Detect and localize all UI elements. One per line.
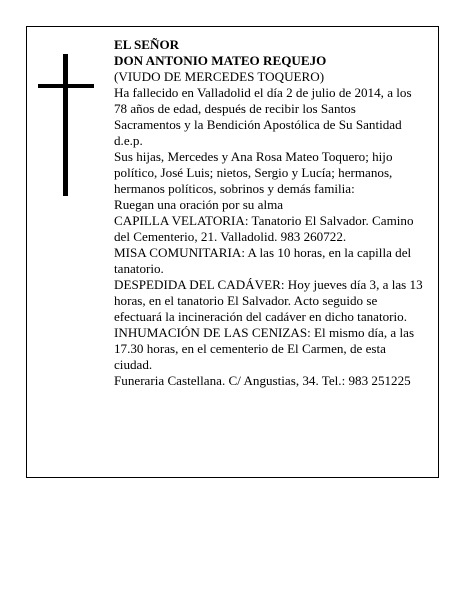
death-announcement: Ha fallecido en Valladolid el día 2 de julio de 2014, a los 78 años de edad, después de recibir los Santos Sacramentos y la Bendición Apostólica de Su Santidad <box>114 85 412 132</box>
chapel-info: CAPILLA VELATORIA: Tanatorio El Salvador. Camino del Cementerio, 21. Valladolid. 983 260722. <box>114 213 414 244</box>
obituary-title: EL SEÑOR <box>114 37 180 52</box>
cross-icon-bar <box>38 84 94 88</box>
obituary-text <box>114 37 424 389</box>
mass-info: MISA COMUNITARIA: A las 10 horas, en la capilla del tanatorio. <box>114 245 412 276</box>
farewell-info: DESPEDIDA DEL CADÁVER: Hoy jueves día 3, a las 13 horas, en el tanatorio El Salvador. Acto seguido se efectuará la incineración del cadáver en dicho tanatorio. <box>114 277 423 324</box>
burial-info: INHUMACIÓN DE LAS CENIZAS: El mismo día, a las 17.30 horas, en el cementerio de El Carmen, de esta ciudad. <box>114 325 415 372</box>
cross-icon <box>63 54 68 196</box>
rip-line: d.e.p. <box>114 133 143 148</box>
deceased-name: DON ANTONIO MATEO REQUEJO <box>114 53 327 68</box>
widower-line: (VIUDO DE MERCEDES TOQUERO) <box>114 69 325 84</box>
prayer-request: Ruegan una oración por su alma <box>114 197 284 212</box>
family-list: Sus hijas, Mercedes y Ana Rosa Mateo Toquero; hijo político, José Luis; nietos, Sergio y Lucía; hermanos, hermanos políticos, sobrinos y demás familia: <box>114 149 393 196</box>
funeral-home-info: Funeraria Castellana. C/ Angustias, 34. Tel.: 983 251225 <box>114 373 411 388</box>
